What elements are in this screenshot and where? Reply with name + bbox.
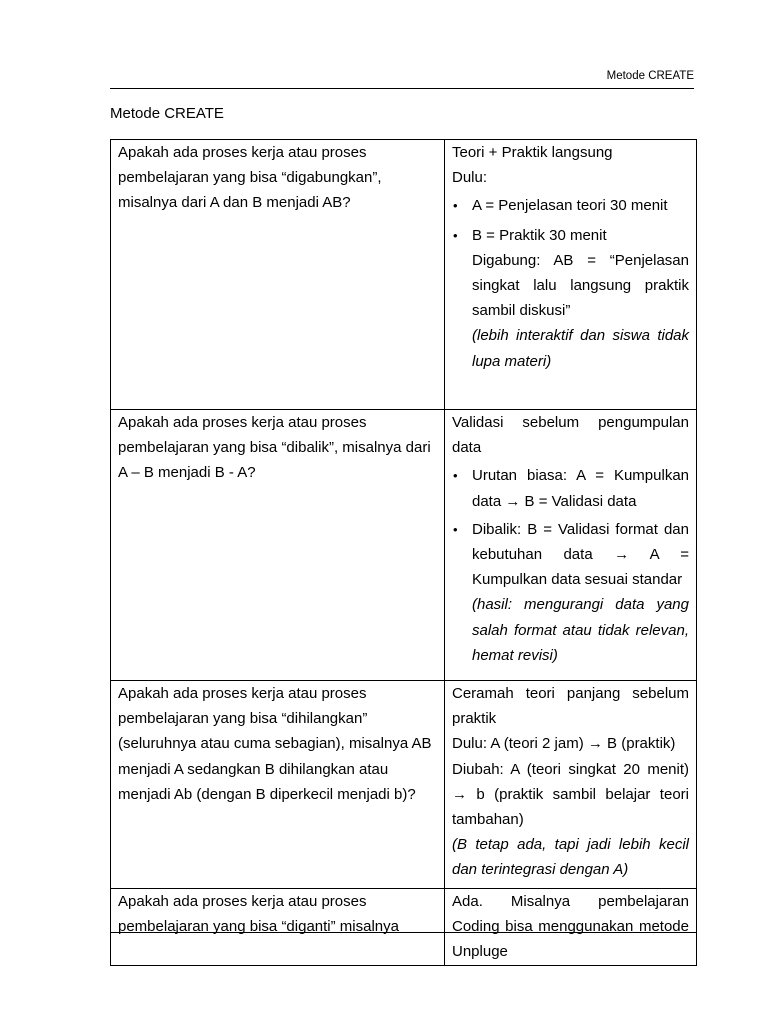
answer-cell — [445, 681, 697, 889]
answer-cell — [445, 410, 697, 681]
answer-intro: Validasi sebelum pengumpulan data — [452, 414, 689, 457]
answer-line: Diubah: A (teori singkat 20 menit) → b (praktik sambil belajar teori tambahan) — [452, 760, 689, 829]
bullet-text: • B = Praktik 30 menit — [472, 226, 607, 244]
bullet-text: Urutan biasa: A = Kumpulkan data → B = Validasi data — [472, 467, 689, 510]
table-row-reverse — [111, 410, 697, 681]
document-title: Metode CREATE — [110, 105, 224, 122]
table-row-replace — [111, 889, 697, 966]
bullet-text: • Dibalik: B = Validasi format dan kebutuhan data → A = Kumpulkan data sesuai standar — [472, 520, 689, 589]
answer-cell: Ada. Misalnya pembelajaran Coding bisa menggunakan metode Unpluge — [445, 889, 697, 966]
running-head: Metode CREATE — [606, 70, 694, 82]
list-item — [452, 193, 689, 218]
answer-intro: Teori + Praktik langsung — [452, 144, 613, 161]
answer-cell — [445, 140, 697, 410]
header-rule — [110, 88, 694, 89]
question-cell: Apakah ada proses kerja atau proses pembelajaran yang bisa “dibalik”, misalnya dari A – B menjadi B - A? — [111, 410, 445, 681]
answer-bullet-list — [452, 463, 689, 668]
answer-note: (B tetap ada, tapi jadi lebih kecil dan terintegrasi dengan A) — [452, 836, 689, 879]
table-row-combine — [111, 140, 697, 410]
answer-bullet-list — [452, 193, 689, 373]
question-cell: Apakah ada proses kerja atau proses pembelajaran yang bisa “digabungkan”, misalnya dari A dan B menjadi AB? — [111, 140, 445, 410]
bullet-text: A = Penjelasan teori 30 menit — [472, 197, 668, 215]
answer-intro: Ceramah teori panjang sebelum praktik — [452, 685, 689, 728]
list-item — [452, 517, 689, 668]
question-cell: Apakah ada proses kerja atau proses pembelajaran yang bisa “diganti” misalnya — [111, 889, 445, 966]
list-item — [452, 223, 689, 374]
table-row-eliminate — [111, 681, 697, 889]
answer-line: Dulu: A (teori 2 jam) → B (praktik) — [452, 735, 676, 753]
bullet-note: (lebih interaktif dan siswa tidak lupa materi) — [472, 327, 689, 370]
list-item — [452, 463, 689, 513]
table-bottom-edge — [110, 932, 697, 933]
bullet-note: (hasil: mengurangi data yang salah format atau tidak relevan, hemat revisi) — [472, 596, 689, 664]
question-cell: Apakah ada proses kerja atau proses pembelajaran yang bisa “dihilangkan” (seluruhnya atau cuma sebagian), misalnya AB menjadi A sedangkan B dihilangkan atau menjadi Ab (dengan B diperkecil menjadi b)? — [111, 681, 445, 889]
answer-subhead: Dulu: — [452, 169, 488, 187]
bullet-continued: Digabung: AB = “Penjelasan singkat lalu langsung praktik sambil diskusi” — [472, 251, 689, 320]
create-method-table — [110, 139, 697, 966]
